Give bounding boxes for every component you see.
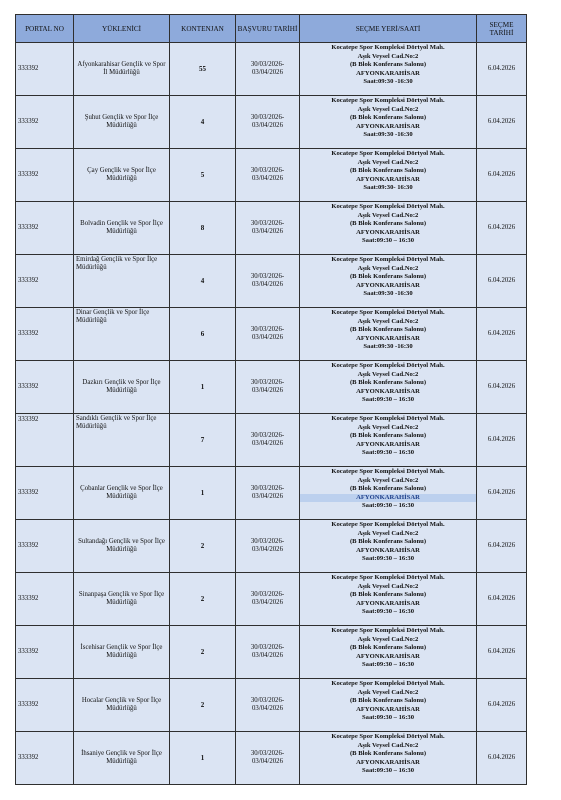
cell-secme-tarihi: 6.04.2026 — [477, 679, 527, 732]
cell-portal-no: 333392 — [16, 732, 74, 785]
cell-secme-yeri — [300, 361, 477, 414]
table-row — [16, 732, 527, 785]
header-row — [16, 15, 527, 43]
cell-kontenjan: 6 — [170, 308, 236, 361]
cell-basvuru-tarihi: 30/03/2026-03/04/2026 — [236, 361, 300, 414]
header-basvuru-tarihi: BAŞVURU TARİHİ — [236, 15, 300, 43]
secme-yeri-line: AFYONKARAHİSAR — [356, 546, 420, 554]
cell-yuklenici: Dazkırı Gençlik ve Spor İlçe Müdürlüğü — [74, 361, 170, 414]
document-page — [15, 14, 526, 785]
cell-basvuru-tarihi: 30/03/2026-03/04/2026 — [236, 414, 300, 467]
secme-yeri-line: (B Blok Konferans Salonu) — [349, 114, 427, 121]
secme-yeri-line: Aşık Veysel Cad.No:2 — [357, 741, 419, 749]
secme-yeri-line: (B Blok Konferans Salonu) — [349, 432, 427, 439]
cell-portal-no: 333392 — [16, 520, 74, 573]
secme-yeri-line: Aşık Veysel Cad.No:2 — [357, 264, 419, 272]
secme-yeri-line: Saat:09:30 – 16:30 — [361, 502, 414, 509]
cell-secme-tarihi: 6.04.2026 — [477, 520, 527, 573]
cell-yuklenici: Bolvadin Gençlik ve Spor İlçe Müdürlüğü — [74, 202, 170, 255]
secme-yeri-line: Kocatepe Spor Kompleksi Dörtyol Mah. — [331, 627, 445, 634]
secme-yeri-line: Kocatepe Spor Kompleksi Dörtyol Mah. — [331, 680, 445, 687]
secme-yeri-line: AFYONKARAHİSAR — [356, 599, 420, 607]
cell-basvuru-tarihi: 30/03/2026-03/04/2026 — [236, 255, 300, 308]
secme-yeri-line: (B Blok Konferans Salonu) — [349, 61, 427, 68]
secme-yeri-line: Aşık Veysel Cad.No:2 — [357, 476, 419, 484]
cell-yuklenici: Çay Gençlik ve Spor İlçe Müdürlüğü — [74, 149, 170, 202]
secme-yeri-line: Kocatepe Spor Kompleksi Dörtyol Mah. — [331, 44, 445, 51]
secme-yeri-line: (B Blok Konferans Salonu) — [349, 220, 427, 227]
secme-yeri-line: Kocatepe Spor Kompleksi Dörtyol Mah. — [331, 733, 445, 740]
secme-yeri-line: Saat:09:30- 16:30 — [363, 184, 413, 191]
cell-secme-yeri — [300, 573, 477, 626]
secme-yeri-line: AFYONKARAHİSAR — [356, 175, 420, 183]
cell-kontenjan: 1 — [170, 361, 236, 414]
cell-kontenjan: 2 — [170, 626, 236, 679]
cell-portal-no: 333392 — [16, 202, 74, 255]
secme-yeri-line: Aşık Veysel Cad.No:2 — [357, 582, 419, 590]
secme-yeri-line: (B Blok Konferans Salonu) — [349, 485, 427, 492]
selection-table — [15, 14, 527, 785]
secme-yeri-line: Aşık Veysel Cad.No:2 — [357, 529, 419, 537]
cell-secme-yeri — [300, 255, 477, 308]
cell-secme-tarihi: 6.04.2026 — [477, 732, 527, 785]
cell-portal-no: 333392 — [16, 573, 74, 626]
secme-yeri-line: Kocatepe Spor Kompleksi Dörtyol Mah. — [331, 468, 445, 475]
cell-kontenjan: 8 — [170, 202, 236, 255]
secme-yeri-line: Aşık Veysel Cad.No:2 — [357, 370, 419, 378]
secme-yeri-line: Kocatepe Spor Kompleksi Dörtyol Mah. — [331, 415, 445, 422]
secme-yeri-line: Saat:09:30 -16:30 — [363, 290, 413, 297]
cell-basvuru-tarihi: 30/03/2026-03/04/2026 — [236, 679, 300, 732]
cell-secme-tarihi: 6.04.2026 — [477, 149, 527, 202]
cell-secme-yeri — [300, 520, 477, 573]
secme-yeri-line: Aşık Veysel Cad.No:2 — [357, 423, 419, 431]
table-row — [16, 626, 527, 679]
secme-yeri-line: AFYONKARAHİSAR — [356, 228, 420, 236]
secme-yeri-line: Saat:09:30 – 16:30 — [361, 555, 414, 562]
secme-yeri-line: Kocatepe Spor Kompleksi Dörtyol Mah. — [331, 362, 445, 369]
secme-yeri-line: Saat:09:30 -16:30 — [363, 343, 413, 350]
cell-kontenjan: 7 — [170, 414, 236, 467]
cell-secme-yeri — [300, 732, 477, 785]
secme-yeri-line: (B Blok Konferans Salonu) — [349, 591, 427, 598]
secme-yeri-line: AFYONKARAHİSAR — [356, 281, 420, 289]
secme-yeri-line: Aşık Veysel Cad.No:2 — [357, 688, 419, 696]
cell-secme-yeri — [300, 414, 477, 467]
secme-yeri-line: AFYONKARAHİSAR — [356, 705, 420, 713]
cell-secme-tarihi: 6.04.2026 — [477, 308, 527, 361]
cell-portal-no: 333392 — [16, 43, 74, 96]
table-row — [16, 361, 527, 414]
cell-secme-yeri — [300, 43, 477, 96]
cell-yuklenici: Dinar Gençlik ve Spor İlçe Müdürlüğü — [74, 308, 170, 361]
secme-yeri-line: Aşık Veysel Cad.No:2 — [357, 158, 419, 166]
cell-basvuru-tarihi: 30/03/2026-03/04/2026 — [236, 149, 300, 202]
secme-yeri-line: Saat:09:30 – 16:30 — [361, 767, 414, 774]
cell-yuklenici: İhsaniye Gençlik ve Spor İlçe Müdürlüğü — [74, 732, 170, 785]
secme-yeri-line: (B Blok Konferans Salonu) — [349, 697, 427, 704]
table-row — [16, 43, 527, 96]
secme-yeri-line: Kocatepe Spor Kompleksi Dörtyol Mah. — [331, 309, 445, 316]
cell-secme-tarihi: 6.04.2026 — [477, 414, 527, 467]
secme-yeri-line: Aşık Veysel Cad.No:2 — [357, 105, 419, 113]
header-portal-no: PORTAL NO — [16, 15, 74, 43]
cell-basvuru-tarihi: 30/03/2026-03/04/2026 — [236, 573, 300, 626]
cell-kontenjan: 2 — [170, 573, 236, 626]
secme-yeri-line: (B Blok Konferans Salonu) — [349, 644, 427, 651]
table-row — [16, 573, 527, 626]
cell-yuklenici: Çobanlar Gençlik ve Spor İlçe Müdürlüğü — [74, 467, 170, 520]
secme-yeri-line: Saat:09:30 – 16:30 — [361, 714, 414, 721]
secme-yeri-line: Kocatepe Spor Kompleksi Dörtyol Mah. — [331, 521, 445, 528]
header-kontenjan: KONTENJAN — [170, 15, 236, 43]
cell-yuklenici: Afyonkarahisar Gençlik ve Spor İl Müdürlüğü — [74, 43, 170, 96]
secme-yeri-line: AFYONKARAHİSAR — [356, 387, 420, 395]
cell-yuklenici: Sultandağı Gençlik ve Spor İlçe Müdürlüğü — [74, 520, 170, 573]
cell-portal-no: 333392 — [16, 679, 74, 732]
cell-portal-no: 333392 — [16, 149, 74, 202]
secme-yeri-line: Kocatepe Spor Kompleksi Dörtyol Mah. — [331, 574, 445, 581]
secme-yeri-line: Aşık Veysel Cad.No:2 — [357, 317, 419, 325]
cell-portal-no: 333392 — [16, 467, 74, 520]
cell-secme-yeri — [300, 626, 477, 679]
table-row — [16, 520, 527, 573]
cell-secme-tarihi: 6.04.2026 — [477, 96, 527, 149]
secme-yeri-line: Saat:09:30 – 16:30 — [361, 396, 414, 403]
cell-basvuru-tarihi: 30/03/2026-03/04/2026 — [236, 308, 300, 361]
cell-secme-yeri — [300, 679, 477, 732]
header-secme-yeri: SEÇME YERİ/SAATİ — [300, 15, 477, 43]
cell-portal-no: 333392 — [16, 414, 74, 467]
secme-yeri-line: AFYONKARAHİSAR — [356, 122, 420, 130]
cell-kontenjan: 1 — [170, 732, 236, 785]
secme-yeri-line: Aşık Veysel Cad.No:2 — [357, 635, 419, 643]
secme-yeri-line: Saat:09:30 – 16:30 — [361, 237, 414, 244]
secme-yeri-line: Aşık Veysel Cad.No:2 — [357, 211, 419, 219]
secme-yeri-line: (B Blok Konferans Salonu) — [349, 379, 427, 386]
cell-secme-tarihi: 6.04.2026 — [477, 573, 527, 626]
cell-kontenjan: 5 — [170, 149, 236, 202]
cell-yuklenici: Hocalar Gençlik ve Spor İlçe Müdürlüğü — [74, 679, 170, 732]
table-row — [16, 308, 527, 361]
secme-yeri-line: Aşık Veysel Cad.No:2 — [357, 52, 419, 60]
secme-yeri-line: Kocatepe Spor Kompleksi Dörtyol Mah. — [331, 150, 445, 157]
cell-kontenjan: 1 — [170, 467, 236, 520]
table-row — [16, 149, 527, 202]
table-row — [16, 467, 527, 520]
table-row — [16, 414, 527, 467]
cell-basvuru-tarihi: 30/03/2026-03/04/2026 — [236, 96, 300, 149]
secme-yeri-line: Saat:09:30 – 16:30 — [361, 608, 414, 615]
header-yuklenici: YÜKLENİCİ — [74, 15, 170, 43]
cell-secme-yeri — [300, 149, 477, 202]
cell-kontenjan: 4 — [170, 96, 236, 149]
cell-secme-tarihi: 6.04.2026 — [477, 202, 527, 255]
header-secme-tarihi: SEÇME TARİHİ — [477, 15, 527, 43]
secme-yeri-line: (B Blok Konferans Salonu) — [349, 538, 427, 545]
cell-kontenjan: 55 — [170, 43, 236, 96]
secme-yeri-line: Saat:09:30 – 16:30 — [361, 449, 414, 456]
table-row — [16, 202, 527, 255]
cell-yuklenici: Sinanpaşa Gençlik ve Spor İlçe Müdürlüğü — [74, 573, 170, 626]
cell-yuklenici: İscehisar Gençlik ve Spor İlçe Müdürlüğü — [74, 626, 170, 679]
cell-basvuru-tarihi: 30/03/2026-03/04/2026 — [236, 467, 300, 520]
secme-yeri-line: AFYONKARAHİSAR — [300, 494, 476, 503]
secme-yeri-line: AFYONKARAHİSAR — [356, 652, 420, 660]
cell-basvuru-tarihi: 30/03/2026-03/04/2026 — [236, 732, 300, 785]
secme-yeri-line: (B Blok Konferans Salonu) — [349, 326, 427, 333]
table-row — [16, 96, 527, 149]
cell-yuklenici: Şuhut Gençlik ve Spor İlçe Müdürlüğü — [74, 96, 170, 149]
secme-yeri-line: (B Blok Konferans Salonu) — [349, 273, 427, 280]
secme-yeri-line: Saat:09:30 -16:30 — [363, 78, 413, 85]
cell-kontenjan: 2 — [170, 520, 236, 573]
cell-secme-tarihi: 6.04.2026 — [477, 467, 527, 520]
cell-portal-no: 333392 — [16, 361, 74, 414]
cell-portal-no: 333392 — [16, 255, 74, 308]
cell-basvuru-tarihi: 30/03/2026-03/04/2026 — [236, 626, 300, 679]
cell-portal-no: 333392 — [16, 96, 74, 149]
secme-yeri-line: AFYONKARAHİSAR — [356, 69, 420, 77]
cell-secme-yeri — [300, 467, 477, 520]
table-row — [16, 679, 527, 732]
table-row — [16, 255, 527, 308]
secme-yeri-line: Saat:09:30 – 16:30 — [361, 661, 414, 668]
cell-secme-tarihi: 6.04.2026 — [477, 43, 527, 96]
cell-secme-yeri — [300, 308, 477, 361]
cell-kontenjan: 2 — [170, 679, 236, 732]
cell-basvuru-tarihi: 30/03/2026-03/04/2026 — [236, 520, 300, 573]
secme-yeri-line: AFYONKARAHİSAR — [356, 334, 420, 342]
cell-secme-tarihi: 6.04.2026 — [477, 361, 527, 414]
cell-yuklenici: Emirdağ Gençlik ve Spor İlçe Müdürlüğü — [74, 255, 170, 308]
secme-yeri-line: Kocatepe Spor Kompleksi Dörtyol Mah. — [331, 203, 445, 210]
secme-yeri-line: Kocatepe Spor Kompleksi Dörtyol Mah. — [331, 97, 445, 104]
secme-yeri-line: (B Blok Konferans Salonu) — [349, 167, 427, 174]
secme-yeri-line: AFYONKARAHİSAR — [356, 440, 420, 448]
secme-yeri-line: (B Blok Konferans Salonu) — [349, 750, 427, 757]
cell-portal-no: 333392 — [16, 626, 74, 679]
cell-basvuru-tarihi: 30/03/2026-03/04/2026 — [236, 43, 300, 96]
cell-secme-yeri — [300, 96, 477, 149]
secme-yeri-line: Saat:09:30 -16:30 — [363, 131, 413, 138]
cell-secme-tarihi: 6.04.2026 — [477, 626, 527, 679]
cell-portal-no: 333392 — [16, 308, 74, 361]
secme-yeri-line: AFYONKARAHİSAR — [356, 758, 420, 766]
cell-yuklenici: Sandıklı Gençlik ve Spor İlçe Müdürlüğü — [74, 414, 170, 467]
cell-secme-yeri — [300, 202, 477, 255]
cell-kontenjan: 4 — [170, 255, 236, 308]
secme-yeri-line: Kocatepe Spor Kompleksi Dörtyol Mah. — [331, 256, 445, 263]
cell-secme-tarihi: 6.04.2026 — [477, 255, 527, 308]
cell-basvuru-tarihi: 30/03/2026-03/04/2026 — [236, 202, 300, 255]
